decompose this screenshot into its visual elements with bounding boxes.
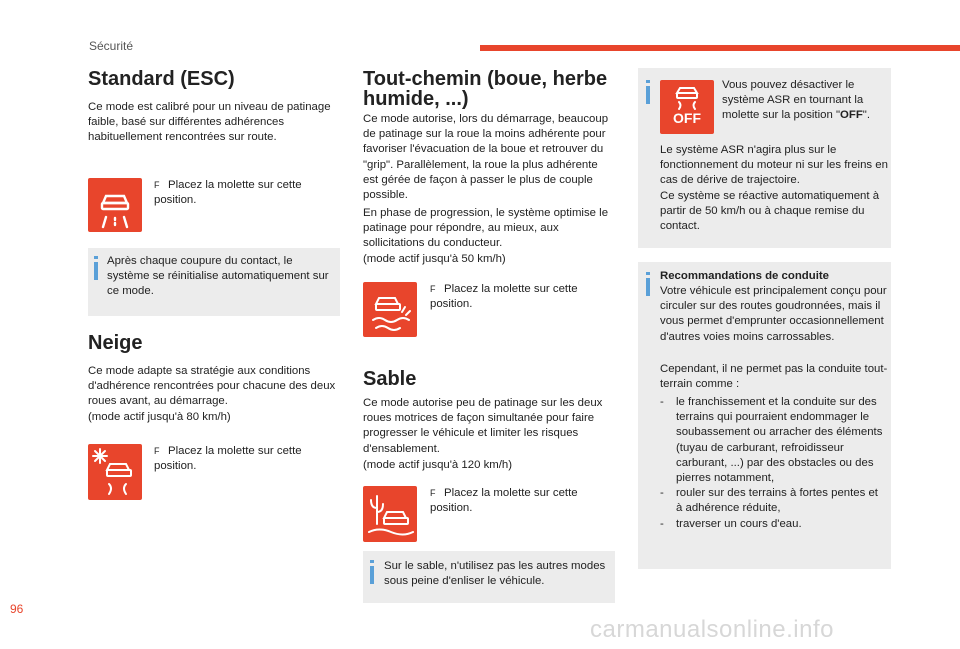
standard-body: Ce mode est calibré pour un niveau de patinage faible, basé sur différentes adhérences habituellement rencontrées sur route. — [88, 101, 331, 144]
neige-mode-icon — [88, 444, 142, 500]
bullet-arrow-icon: F — [430, 488, 436, 498]
heading-neige: Neige — [88, 332, 143, 354]
standard-bullet: F Placez la molette sur cette position. — [154, 179, 302, 207]
tout-chemin-body-1: Ce mode autorise, lors du démarrage, beaucoup de patinage sur la roue la moins adhérente pour favoriser l'évacuation de la boue et retrouver du "grip". Parallèlement, la roue la plus adhérente est gérée de façon à passer le plus de couple possible. — [363, 113, 609, 202]
standard-mode-icon — [88, 178, 142, 232]
standard-info-text: Après chaque coupure du contact, le système se réinitialise automatiquement sur ce mode. — [107, 255, 329, 298]
watermark: carmanualsonline.info — [590, 616, 834, 643]
asr-intro: Vous pouvez désactiver le système ASR en tournant la molette sur la position "OFF". — [722, 79, 871, 122]
recommandations-body-1: Votre véhicule est principalement conçu pour circuler sur des routes goudronnées, mais il vous permet d'emprunter occasionnellement d'autres voies moins carrossables. — [660, 285, 887, 343]
heading-standard: Standard (ESC) — [88, 68, 235, 90]
sable-info-text: Sur le sable, n'utilisez pas les autres modes sous peine d'enliser le véhicule. — [384, 560, 606, 588]
sable-limit: (mode actif jusqu'à 120 km/h) — [363, 459, 513, 471]
bullet-arrow-icon: F — [154, 446, 160, 456]
tout-chemin-mode-icon — [363, 282, 417, 337]
sable-mode-icon — [363, 486, 417, 542]
heading-tout-chemin-2: humide, ...) — [363, 88, 469, 110]
heading-sable: Sable — [363, 368, 417, 390]
bullet-arrow-icon: F — [154, 180, 160, 190]
recommandations-body-2: Cependant, il ne permet pas la conduite tout-terrain comme : — [660, 363, 888, 391]
info-icon — [646, 80, 650, 83]
list-item: - rouler sur des terrains à fortes pentes et à adhérence réduite, — [660, 487, 878, 515]
info-icon — [646, 272, 650, 275]
recommandations-title: Recommandations de conduite — [660, 270, 829, 282]
page-number: 96 — [10, 602, 24, 616]
off-label: OFF — [673, 110, 701, 126]
section-title: Sécurité — [89, 39, 134, 53]
sable-bullet: F Placez la molette sur cette position. — [430, 487, 578, 515]
heading-tout-chemin-1: Tout-chemin (boue, herbe — [363, 68, 608, 90]
neige-bullet: F Placez la molette sur cette position. — [154, 445, 302, 473]
tout-chemin-body-2: En phase de progression, le système optimise le patinage pour répondre, au mieux, aux sollicitations du conducteur. — [363, 207, 609, 250]
list-item: - traverser un cours d'eau. — [660, 517, 802, 530]
asr-body-1: Le système ASR n'agira plus sur le fonctionnement du moteur ni sur les freins en cas de dérive de trajectoire. — [660, 144, 888, 187]
asr-off-icon — [660, 80, 714, 134]
sable-body: Ce mode autorise peu de patinage sur les deux roues motrices de façon simultanée pour faire progresser le véhicule et limiter les risques d'ensablement. — [363, 397, 603, 455]
header-accent-bar — [480, 45, 960, 51]
tout-chemin-limit: (mode actif jusqu'à 50 km/h) — [363, 253, 506, 265]
neige-body: Ce mode adapte sa stratégie aux conditions d'adhérence rencontrées pour chacune des deux roues avant, au démarrage. — [88, 365, 336, 408]
neige-limit: (mode actif jusqu'à 80 km/h) — [88, 411, 231, 423]
bullet-arrow-icon: F — [430, 284, 436, 294]
recommandations-list — [660, 395, 886, 532]
tout-chemin-bullet: F Placez la molette sur cette position. — [430, 283, 578, 311]
list-item: - le franchissement et la conduite sur des terrains qui pourraient endommager le soubassement ou arracher des éléments (tuyau de carburant, refroidisseur carburant, ...) par des obstacles ou des pierres notamment, — [660, 396, 883, 485]
asr-body-2: Ce système se réactive automatiquement à partir de 50 km/h ou à chaque remise du contact. — [660, 190, 880, 233]
info-icon — [94, 256, 98, 259]
info-icon — [370, 560, 374, 563]
